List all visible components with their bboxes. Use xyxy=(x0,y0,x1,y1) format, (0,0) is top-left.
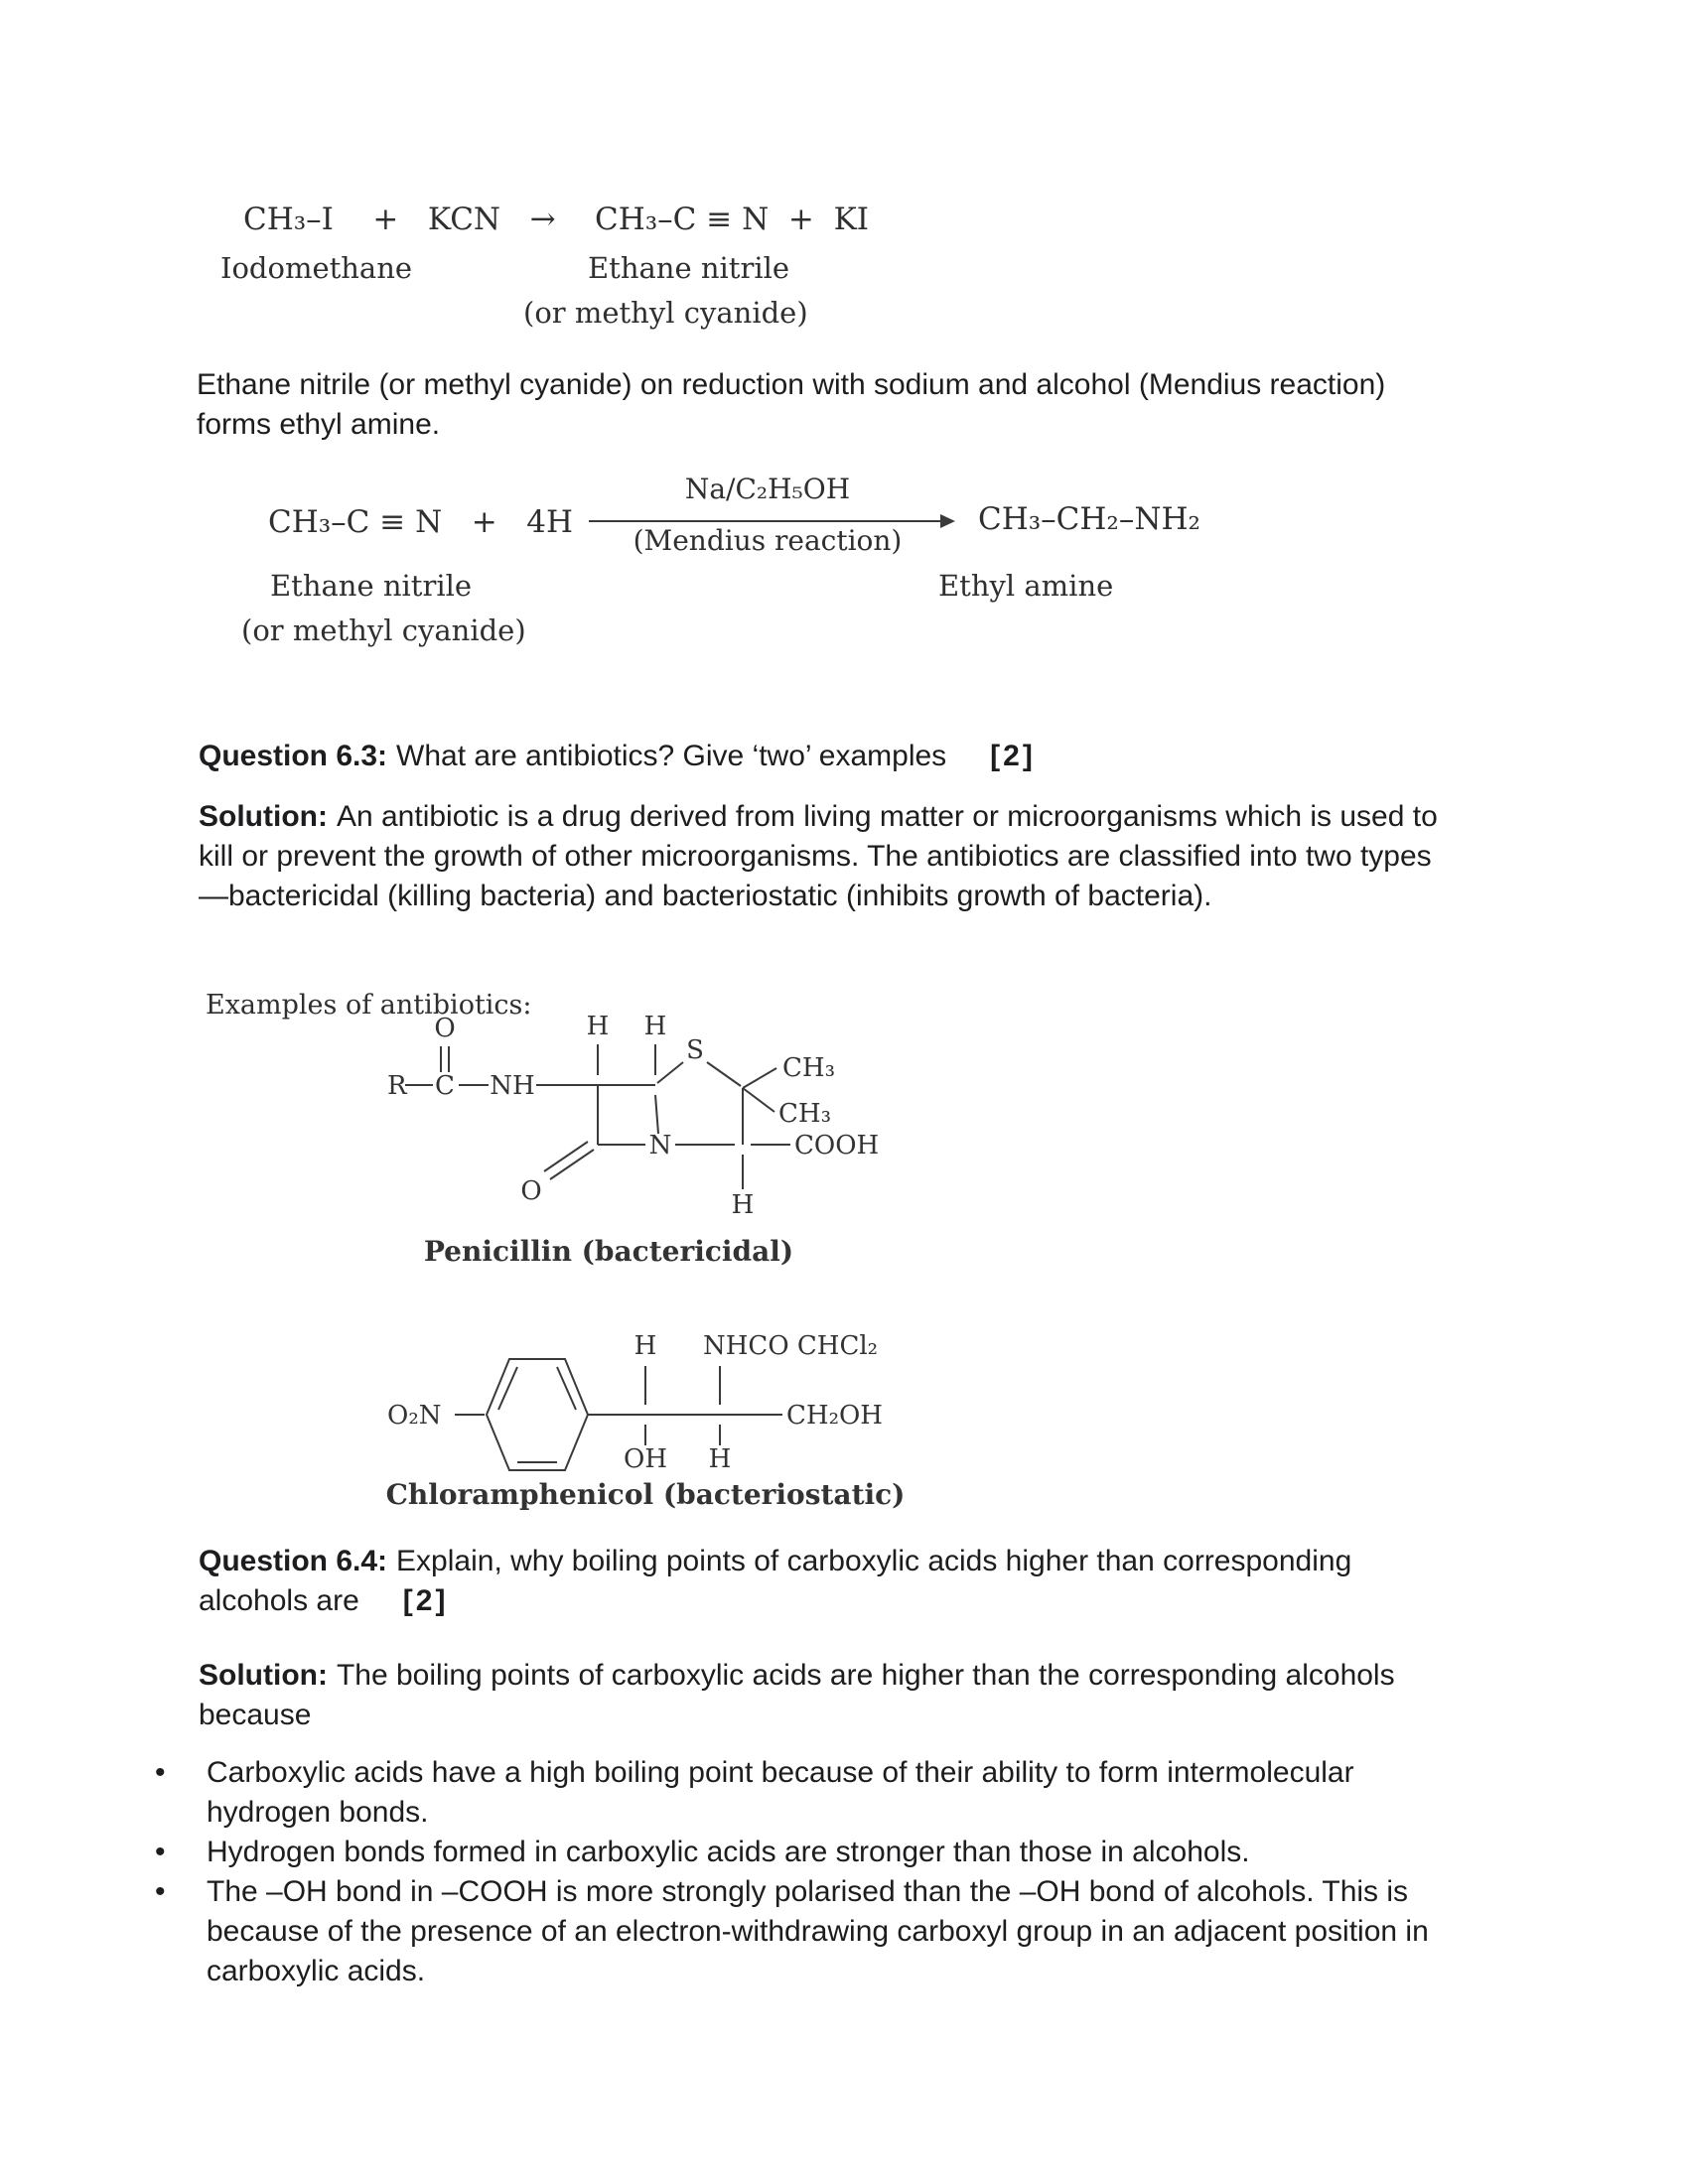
bullet-dot: • xyxy=(155,1836,166,1868)
atom-s: S xyxy=(686,1035,704,1065)
reaction2-left-formula: CH₃–C ≡ N + 4H xyxy=(268,504,574,540)
reaction1-reactant-label: Iodomethane xyxy=(220,251,413,285)
question-6-4-label: Question 6.4: xyxy=(199,1545,388,1577)
solution-6-4-text: The boiling points of carboxylic acids are higher than the corresponding alcohols because xyxy=(199,1659,1395,1731)
bullet-item-3 xyxy=(147,1872,1482,1991)
question-6-3-marks-badge: [2] xyxy=(990,740,1036,772)
atom-oh: OH xyxy=(624,1444,667,1474)
reaction1-product-label-line1: Ethane nitrile xyxy=(588,251,790,285)
reaction2-left-label-line1: Ethane nitrile xyxy=(270,569,473,603)
atom-ch3-lower: CH₃ xyxy=(778,1099,831,1129)
chloramphenicol-caption: Chloramphenicol (bacteriostatic) xyxy=(385,1478,906,1511)
solution-6-4-label: Solution: xyxy=(199,1659,328,1692)
reaction2-product-formula: CH₃–CH₂–NH₂ xyxy=(978,501,1200,537)
reaction2-product-label: Ethyl amine xyxy=(938,569,1114,603)
solution-6-3-label: Solution: xyxy=(199,800,328,833)
penicillin-structure xyxy=(367,1005,904,1283)
bullet-dot: • xyxy=(155,1756,166,1789)
reaction2-condition-bottom: (Mendius reaction) xyxy=(633,524,903,557)
atom-r: R xyxy=(387,1071,407,1101)
atom-o2n: O₂N xyxy=(387,1401,442,1431)
bullet-text-2: Hydrogen bonds formed in carboxylic acids are stronger than those in alcohols. xyxy=(207,1836,1250,1868)
reaction1-product-label-line2: (or methyl cyanide) xyxy=(523,296,808,330)
atom-o-bottom: O xyxy=(520,1176,542,1206)
solution-6-4-paragraph xyxy=(199,1656,1460,1735)
atom-h-2: H xyxy=(643,1012,667,1041)
atom-h-top: H xyxy=(633,1331,657,1361)
atom-cooh: COOH xyxy=(794,1131,880,1160)
reaction2-condition-top: Na/C₂H₅OH xyxy=(684,473,851,505)
intro-paragraph: Ethane nitrile (or methyl cyanide) on reduction with sodium and alcohol (Mendius reaction) forms ethyl amine. xyxy=(197,368,1386,441)
reaction2-left-label-line2: (or methyl cyanide) xyxy=(241,614,526,647)
atom-nhcochcl2: NHCO CHCl₂ xyxy=(703,1331,879,1361)
question-6-3-heading xyxy=(199,737,1460,776)
reaction1-equation: CH₃–I + KCN → CH₃–C ≡ N + KI xyxy=(243,202,870,237)
bullet-text-3: The –OH bond in –COOH is more strongly polarised than the –OH bond of alcohols. This is because of the presence of an electron-withdrawing carboxyl group in an adjacent position in carboxylic acids. xyxy=(207,1875,1429,1987)
atom-n: N xyxy=(648,1131,672,1160)
atom-ch3-upper: CH₃ xyxy=(782,1053,835,1083)
question-6-3-text: What are antibiotics? Give ‘two’ examples xyxy=(396,740,947,772)
atom-nh: NH xyxy=(490,1071,535,1101)
bullet-text-1: Carboxylic acids have a high boiling point because of their ability to form intermolecular hydrogen bonds. xyxy=(207,1756,1354,1829)
atom-o-top: O xyxy=(434,1014,456,1043)
antibiotics-heading: Examples of antibiotics: xyxy=(206,990,532,1021)
bullet-item-2 xyxy=(147,1833,1482,1872)
penicillin-caption: Penicillin (bactericidal) xyxy=(423,1235,794,1268)
question-6-4-marks-badge: [2] xyxy=(402,1584,449,1617)
bullet-list xyxy=(147,1753,1482,1991)
atom-h-1: H xyxy=(586,1012,610,1041)
atom-ch2oh: CH₂OH xyxy=(786,1401,883,1431)
solution-6-3-text: An antibiotic is a drug derived from living matter or microorganisms which is used to kill or prevent the growth of other microorganisms. The antibiotics are classified into two types—bactericidal (killing bacteria) and bacteriostatic (inhibits growth of bacteria). xyxy=(199,800,1438,912)
question-6-3-label: Question 6.3: xyxy=(199,740,388,772)
bullet-dot: • xyxy=(155,1875,166,1908)
solution-6-3-paragraph xyxy=(199,797,1445,916)
atom-h-bottom2: H xyxy=(708,1444,732,1474)
question-6-4-heading xyxy=(199,1542,1460,1621)
bullet-item-1 xyxy=(147,1753,1482,1833)
atom-h-bottom: H xyxy=(731,1190,755,1220)
chloramphenicol-structure xyxy=(357,1308,1013,1512)
atom-c: C xyxy=(435,1071,455,1101)
question-6-4-text: Explain, why boiling points of carboxylic acids higher than corresponding alcohols are xyxy=(199,1545,1352,1617)
